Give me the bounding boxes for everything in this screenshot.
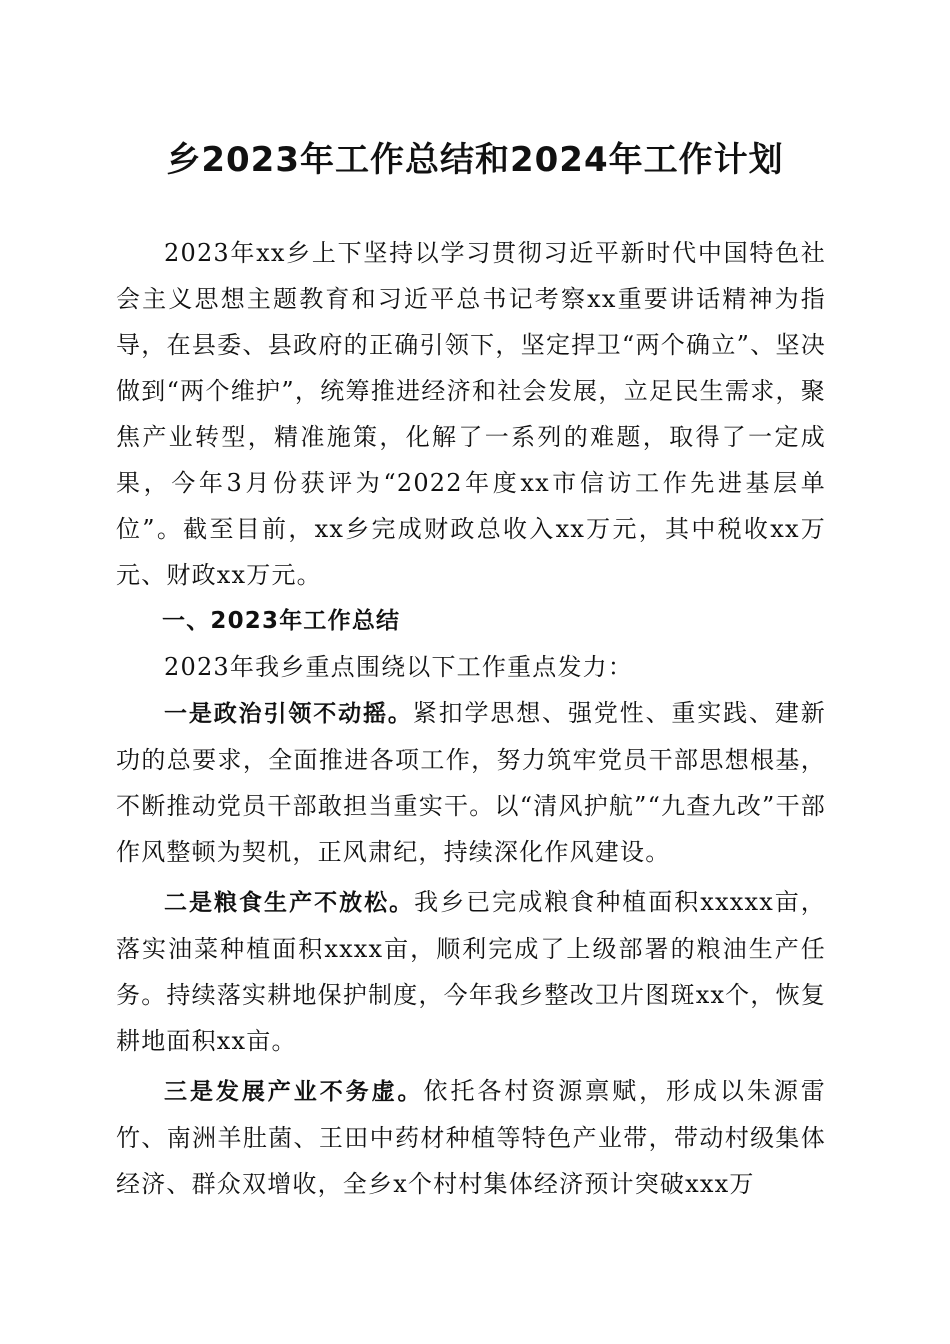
work-item-text: 依托各村资源禀赋，形成以朱源雷竹、南洲羊肚菌、王田中药材种植等特色产业带，带动村级集体经济、群众双增收，全乡x个村村集体经济预计突破xxx万 xyxy=(116,1077,826,1198)
section-heading: 一、2023年工作总结 xyxy=(162,608,401,634)
intro-paragraph: 2023年xx乡上下坚持以学习贯彻习近平新时代中国特色社会主义思想主题教育和习近平总书记考察xx重要讲话精神为指导，在县委、县政府的正确引领下，坚定捍卫“两个确立”、坚决做到“两个维护”，统筹推进经济和社会发展，立足民生需求，聚焦产业转型，精准施策，化解了一系列的难题，取得了一定成果，今年3月份获评为“2022年度xx市信访工作先进基层单位”。截至目前，xx乡完成财政总收入xx万元，其中税收xx万元、财政xx万元。 xyxy=(116,239,826,589)
document-title: 乡2023年工作总结和2024年工作计划 xyxy=(166,140,784,180)
document-body xyxy=(116,230,826,1207)
work-item-paragraph xyxy=(116,879,826,1064)
work-item-paragraph xyxy=(116,690,826,875)
work-item-text: 我乡已完成粮食种植面积xxxxx亩，落实油菜种植面积xxxx亩，顺利完成了上级部署的粮油生产任务。持续落实耕地保护制度，今年我乡整改卫片图斑xx个，恢复耕地面积xx亩。 xyxy=(116,888,826,1055)
work-item-paragraph xyxy=(116,1068,826,1207)
work-item-text: 紧扣学思想、强党性、重实践、建新功的总要求，全面推进各项工作，努力筑牢党员干部思想根基，不断推动党员干部敢担当重实干。以“清风护航”“九查九改”干部作风整顿为契机，正风肃纪，持续深化作风建设。 xyxy=(116,699,826,866)
work-item-lead: 一是政治引领不动摇。 xyxy=(164,701,413,727)
section-intro-paragraph: 2023年我乡重点围绕以下工作重点发力： xyxy=(164,653,634,681)
work-item-lead: 三是发展产业不务虚。 xyxy=(164,1079,424,1105)
work-item-lead: 二是粮食生产不放松。 xyxy=(164,890,415,916)
